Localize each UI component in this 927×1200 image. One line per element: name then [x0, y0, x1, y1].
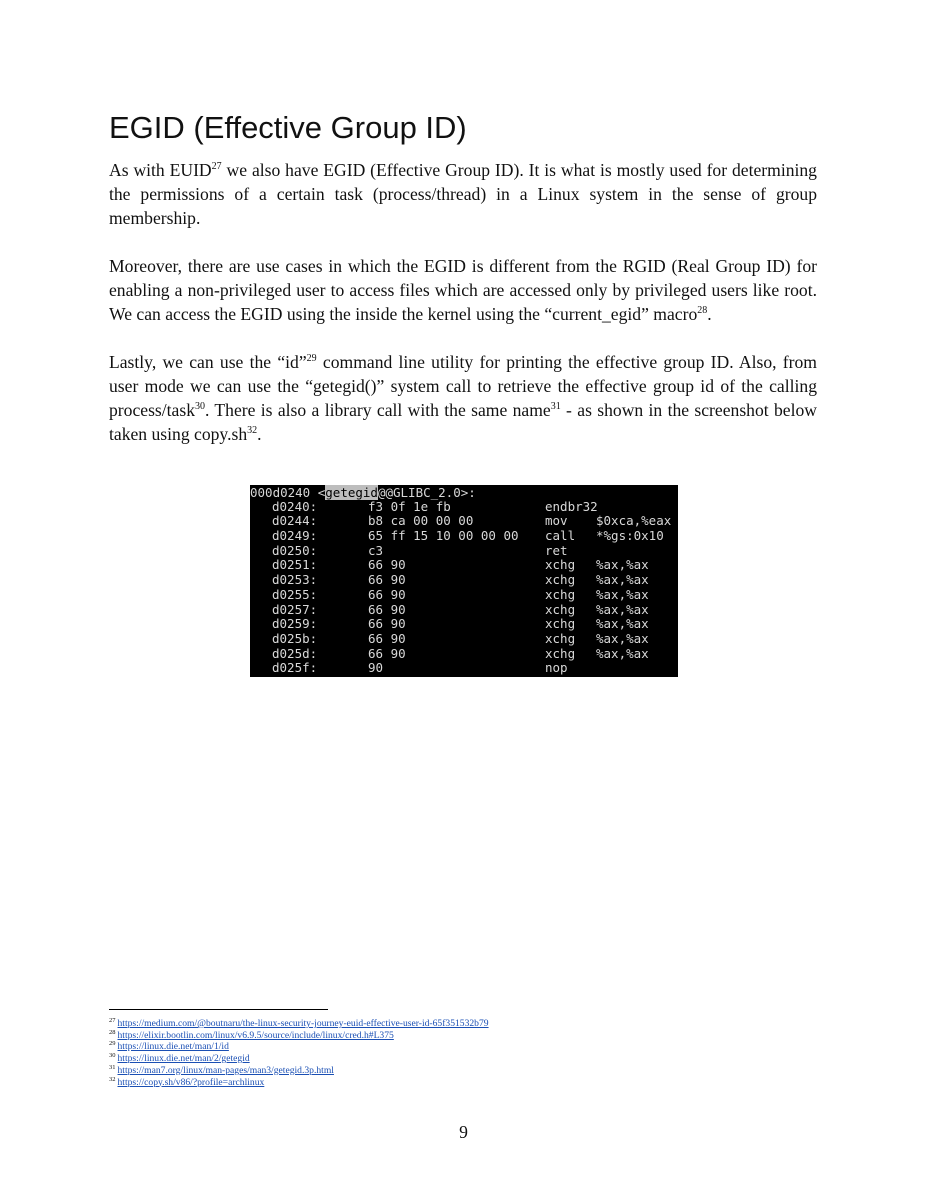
instruction-mnemonic: call — [545, 528, 576, 544]
instruction-address: d0250: — [272, 542, 318, 558]
instruction-address: d025f: — [272, 660, 318, 676]
footnote-item — [109, 1018, 489, 1030]
instruction-bytes: 90 — [368, 660, 384, 676]
instruction-address: d0249: — [272, 528, 318, 544]
footnote-item — [109, 1041, 489, 1053]
instruction-operands: %ax,%ax — [596, 572, 649, 588]
instruction-mnemonic: endbr32 — [545, 498, 598, 514]
instruction-mnemonic: xchg — [545, 601, 576, 617]
footnote-ref: 32 — [247, 425, 258, 436]
instruction-address: d0259: — [272, 616, 318, 632]
disassembly-row — [250, 573, 678, 588]
disassembly-row — [250, 558, 678, 573]
instruction-bytes: 66 90 — [368, 586, 406, 602]
instruction-address: d0253: — [272, 572, 318, 588]
footnote-link[interactable]: https://linux.die.net/man/2/getegid — [117, 1053, 250, 1065]
section-heading: EGID (Effective Group ID) — [109, 110, 467, 145]
footnote-item — [109, 1065, 489, 1077]
disassembly-row — [250, 544, 678, 559]
footnote-number: 27 — [109, 1017, 116, 1024]
instruction-operands: $0xca,%eax — [596, 513, 672, 529]
footnote-ref: 31 — [550, 401, 561, 412]
disassembly-rows — [250, 500, 678, 676]
footnote-link[interactable]: https://elixir.bootlin.com/linux/v6.9.5/source/include/linux/cred.h#L375 — [117, 1029, 394, 1041]
instruction-bytes: 66 90 — [368, 601, 406, 617]
page-number: 9 — [459, 1122, 468, 1142]
instruction-operands: %ax,%ax — [596, 645, 649, 661]
footnote-ref: 30 — [195, 401, 205, 412]
footnote-number: 29 — [109, 1040, 116, 1048]
instruction-mnemonic: xchg — [545, 572, 576, 588]
disassembly-row — [250, 632, 678, 647]
disassembly-row — [250, 661, 678, 676]
footnote-number: 31 — [109, 1063, 116, 1071]
instruction-mnemonic: xchg — [545, 586, 576, 602]
instruction-bytes: 66 90 — [368, 645, 406, 661]
instruction-bytes: 66 90 — [368, 557, 406, 573]
instruction-operands: %ax,%ax — [596, 557, 649, 573]
footnote-number: 32 — [109, 1075, 116, 1083]
footnote-link[interactable]: https://medium.com/@boutnaru/the-linux-security-journey-euid-effective-user-id-65f351532b79 — [117, 1018, 489, 1029]
instruction-address: d025b: — [272, 630, 318, 646]
footnote-item — [109, 1053, 489, 1065]
footnote-ref: 29 — [306, 353, 317, 364]
footnote-item — [109, 1030, 489, 1042]
disassembly-row — [250, 617, 678, 632]
footnote-ref: 27 — [211, 161, 222, 172]
paragraph-euid-intro: As with EUID$^{27}$ we also have EGID (Effective Group ID). It is what is mostly used for determining the permissions of a certain task (process/thread) in a Linux system in the sense of group membership. — [109, 160, 817, 228]
footnote-ref: 28 — [697, 305, 708, 316]
instruction-bytes: 66 90 — [368, 572, 406, 588]
instruction-bytes: 66 90 — [368, 630, 406, 646]
instruction-mnemonic: mov — [545, 513, 568, 529]
instruction-address: d0255: — [272, 586, 318, 602]
disassembly-row — [250, 647, 678, 662]
instruction-bytes: f3 0f 1e fb — [368, 498, 451, 514]
instruction-operands: %ax,%ax — [596, 601, 649, 617]
disassembly-screenshot — [250, 485, 678, 677]
header-suffix: @@GLIBC_2.0>: — [377, 485, 476, 500]
instruction-operands: %ax,%ax — [596, 586, 649, 602]
instruction-operands: *%gs:0x10 — [596, 528, 664, 544]
instruction-mnemonic: xchg — [545, 557, 576, 573]
instruction-operands: %ax,%ax — [596, 630, 649, 646]
instruction-mnemonic: ret — [545, 542, 568, 558]
footnote-link[interactable]: https://copy.sh/v86/?profile=archlinux — [117, 1076, 265, 1088]
footnote-separator — [109, 1009, 328, 1010]
instruction-address: d025d: — [272, 645, 318, 661]
instruction-address: d0240: — [272, 498, 318, 514]
instruction-mnemonic: nop — [545, 660, 568, 676]
instruction-mnemonic: xchg — [545, 616, 576, 632]
getegid-highlight: getegid — [325, 485, 378, 500]
footnote-link[interactable]: https://linux.die.net/man/1/id — [117, 1041, 229, 1053]
instruction-mnemonic: xchg — [545, 645, 576, 661]
instruction-bytes: 66 90 — [368, 616, 406, 632]
instruction-address: d0257: — [272, 601, 318, 617]
footnotes-list — [109, 1018, 489, 1088]
footnote-number: 30 — [109, 1052, 116, 1060]
paragraph-egid-rgid: Moreover, there are use cases in which the EGID is different from the RGID (Real Group ID) for enabling a non-privileged user to access files which are accessed only by privileged users like root. We can access the EGID using the inside the kernel using the “current_egid” macro$^{28}$. — [109, 256, 817, 324]
instruction-bytes: b8 ca 00 00 00 — [368, 513, 474, 529]
disassembly-row — [250, 588, 678, 603]
disassembly-row — [250, 603, 678, 618]
instruction-operands: %ax,%ax — [596, 616, 649, 632]
footnote-item — [109, 1077, 489, 1089]
footnote-link[interactable]: https://man7.org/linux/man-pages/man3/getegid.3p.html — [117, 1064, 334, 1076]
instruction-address: d0244: — [272, 513, 318, 529]
disassembly-header — [250, 485, 678, 500]
paragraph-id-getegid: Lastly, we can use the “id”$^{29}$ command line utility for printing the effective group ID. Also, from user mode we can use the “getegid()” system call to retrieve the effective group id of the calling process/task$^{30}$. There is also a library call with the same name$^{31}$ - as shown in the screenshot below taken using $copy.sh^{32}$. — [109, 352, 817, 444]
disassembly-row — [250, 514, 678, 529]
instruction-bytes: 65 ff 15 10 00 00 00 — [368, 528, 519, 544]
instruction-address: d0251: — [272, 557, 318, 573]
instruction-mnemonic: xchg — [545, 630, 576, 646]
disassembly-row — [250, 529, 678, 544]
instruction-bytes: c3 — [368, 542, 384, 558]
disassembly-row — [250, 500, 678, 515]
footnote-number: 28 — [109, 1028, 116, 1036]
header-prefix: 000d0240 < — [250, 485, 326, 500]
